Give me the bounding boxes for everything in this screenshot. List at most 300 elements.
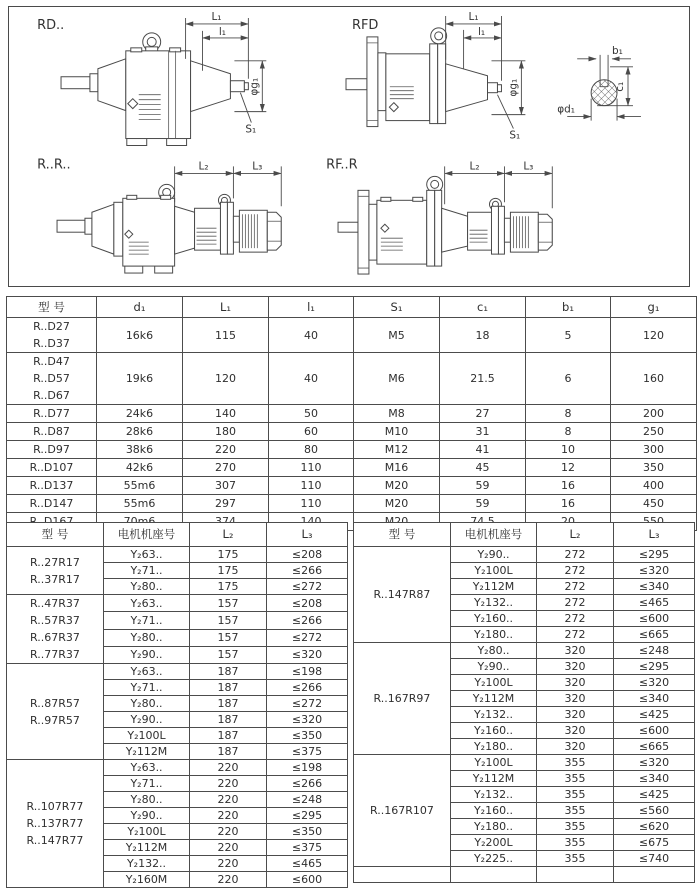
model-name: R..97R57 bbox=[30, 713, 80, 727]
column-header: g₁ bbox=[611, 297, 697, 318]
output-shaft bbox=[61, 77, 90, 89]
value-cell: Y₂180.. bbox=[451, 819, 537, 835]
body-tab bbox=[170, 48, 181, 52]
model-cell bbox=[354, 547, 451, 643]
body-tab bbox=[131, 48, 142, 52]
value-cell: 297 bbox=[183, 495, 269, 513]
value-cell: ≤208 bbox=[267, 547, 348, 563]
model-cell bbox=[7, 318, 97, 353]
value-cell: ≤425 bbox=[614, 707, 695, 723]
value-cell: 272 bbox=[537, 595, 614, 611]
value-cell: ≤350 bbox=[267, 824, 348, 840]
value-cell: M5 bbox=[354, 318, 440, 353]
t2l-body bbox=[7, 547, 348, 888]
value-cell: M20 bbox=[354, 477, 440, 495]
dim-label-d1: φd₁ bbox=[557, 103, 575, 116]
value-cell: ≤740 bbox=[614, 851, 695, 867]
value-cell: ≤465 bbox=[267, 856, 348, 872]
dim-label-L1: L₁ bbox=[468, 10, 479, 23]
column-header: b₁ bbox=[526, 297, 611, 318]
value-cell: M20 bbox=[354, 495, 440, 513]
value-cell: 220 bbox=[190, 792, 267, 808]
value-cell: ≤320 bbox=[267, 646, 348, 663]
model-name: R..147R77 bbox=[26, 834, 84, 847]
value-cell: 272 bbox=[537, 563, 614, 579]
value-cell: Y₂100L bbox=[451, 675, 537, 691]
value-cell: ≤665 bbox=[614, 739, 695, 755]
value-cell: 220 bbox=[190, 872, 267, 888]
joint-ring bbox=[435, 190, 442, 266]
model-cell bbox=[354, 867, 451, 883]
value-cell: Y₂100L bbox=[451, 563, 537, 579]
value-cell: 157 bbox=[190, 595, 267, 612]
model-name: R..137R77 bbox=[26, 817, 84, 830]
shaft-step bbox=[90, 74, 98, 92]
model-name: R..167R97 bbox=[373, 692, 431, 705]
model-name: R..57R37 bbox=[30, 614, 80, 627]
value-cell: 41 bbox=[440, 441, 526, 459]
model-cell bbox=[7, 405, 97, 423]
motor-end-cap bbox=[267, 212, 281, 250]
table-header-row bbox=[7, 523, 348, 547]
value-cell: 272 bbox=[537, 627, 614, 643]
value-cell: ≤272 bbox=[267, 696, 348, 712]
table-row bbox=[7, 353, 697, 405]
dim-label-L1: L₁ bbox=[211, 10, 222, 23]
model-cell bbox=[7, 441, 97, 459]
value-cell: 220 bbox=[190, 856, 267, 872]
value-cell: Y₂71.. bbox=[104, 612, 190, 629]
joint-ring bbox=[438, 44, 446, 124]
mounting-flange bbox=[358, 190, 369, 274]
motor-body bbox=[239, 210, 267, 252]
value-cell: M8 bbox=[354, 405, 440, 423]
adapter-bell bbox=[442, 208, 468, 252]
table-row bbox=[7, 495, 697, 513]
model-name: R..47R37 bbox=[30, 597, 80, 610]
value-cell: Y₂160M bbox=[104, 872, 190, 888]
value-cell: ≤465 bbox=[614, 595, 695, 611]
value-cell: ≤375 bbox=[267, 744, 348, 760]
value-cell: ≤248 bbox=[614, 643, 695, 659]
shaft-section-drawing bbox=[557, 45, 641, 121]
flange-hub bbox=[378, 53, 386, 111]
value-cell: 175 bbox=[190, 563, 267, 579]
value-cell: ≤208 bbox=[267, 595, 348, 612]
table-row bbox=[7, 405, 697, 423]
dim-label-g1: φg₁ bbox=[248, 77, 261, 96]
value-cell: Y₂63.. bbox=[104, 760, 190, 776]
value-cell: ≤295 bbox=[614, 547, 695, 563]
value-cell: Y₂160.. bbox=[451, 611, 537, 627]
dimension-drawings-panel bbox=[8, 6, 690, 287]
value-cell: Y₂90.. bbox=[104, 646, 190, 663]
value-cell: 355 bbox=[537, 787, 614, 803]
value-cell: ≤295 bbox=[267, 808, 348, 824]
value-cell: 187 bbox=[190, 744, 267, 760]
rfd-label: RFD bbox=[351, 17, 379, 33]
model-name: R..D97 bbox=[33, 443, 70, 456]
motor-adapter bbox=[233, 216, 239, 242]
value-cell: ≤320 bbox=[267, 712, 348, 728]
input-stub-shaft bbox=[230, 81, 244, 92]
rr-drawing bbox=[37, 157, 281, 273]
value-cell: Y₂80.. bbox=[104, 792, 190, 808]
t2r-body bbox=[354, 547, 695, 883]
value-cell: ≤295 bbox=[614, 659, 695, 675]
rd-label: RD.. bbox=[37, 17, 65, 33]
value-cell: Y₂71.. bbox=[104, 776, 190, 792]
rfr-label: RF..R bbox=[326, 157, 358, 173]
value-cell: ≤675 bbox=[614, 835, 695, 851]
dim-label-l1: l₁ bbox=[477, 25, 486, 38]
dim-label-L2: L₂ bbox=[469, 160, 480, 173]
value-cell: 220 bbox=[190, 824, 267, 840]
table-row bbox=[354, 643, 695, 659]
model-name: R..D27 bbox=[33, 320, 70, 333]
value-cell: Y₂90.. bbox=[104, 808, 190, 824]
rd-drawing bbox=[37, 11, 266, 146]
value-cell: ≤266 bbox=[267, 680, 348, 696]
value-cell: 157 bbox=[190, 612, 267, 629]
value-cell: Y₂90.. bbox=[451, 547, 537, 563]
model-cell bbox=[7, 547, 104, 595]
output-shaft bbox=[346, 79, 367, 90]
output-shaft bbox=[338, 222, 358, 232]
value-cell bbox=[451, 867, 537, 883]
value-cell: 80 bbox=[269, 441, 354, 459]
model-name: R..27R17 bbox=[30, 555, 80, 569]
value-cell: 187 bbox=[190, 712, 267, 728]
value-cell: Y₂225.. bbox=[451, 851, 537, 867]
column-header: 电机机座号 bbox=[451, 523, 537, 547]
value-cell: 59 bbox=[440, 477, 526, 495]
table-row bbox=[7, 441, 697, 459]
body-tab bbox=[413, 197, 423, 201]
t1-body bbox=[7, 318, 697, 531]
value-cell: 220 bbox=[190, 808, 267, 824]
drawings-svg bbox=[9, 7, 689, 286]
value-cell: 320 bbox=[537, 691, 614, 707]
value-cell: M12 bbox=[354, 441, 440, 459]
value-cell: 355 bbox=[537, 803, 614, 819]
value-cell: Y₂132.. bbox=[451, 595, 537, 611]
value-cell: 6 bbox=[526, 353, 611, 405]
value-cell: 8 bbox=[526, 405, 611, 423]
value-cell: ≤266 bbox=[267, 776, 348, 792]
dim-label-g1: φg₁ bbox=[507, 78, 520, 97]
value-cell: 175 bbox=[190, 579, 267, 595]
value-cell: 115 bbox=[183, 318, 269, 353]
table-row bbox=[7, 477, 697, 495]
motor-adapter bbox=[504, 218, 510, 242]
table-row bbox=[354, 755, 695, 771]
motor-flange-disc bbox=[220, 202, 227, 254]
lifting-eye-hole bbox=[431, 180, 439, 188]
value-cell: 272 bbox=[537, 611, 614, 627]
value-cell: 16k6 bbox=[97, 318, 183, 353]
table-row bbox=[7, 547, 348, 563]
value-cell: 21.5 bbox=[440, 353, 526, 405]
table-header-row bbox=[7, 297, 697, 318]
model-cell bbox=[7, 353, 97, 405]
value-cell: 220 bbox=[190, 760, 267, 776]
motor-flange-disc bbox=[498, 206, 504, 254]
table-row bbox=[354, 867, 695, 883]
model-name: R..87R57 bbox=[30, 696, 80, 710]
value-cell: ≤248 bbox=[267, 792, 348, 808]
value-cell: 40 bbox=[269, 318, 354, 353]
value-cell: 175 bbox=[190, 547, 267, 563]
value-cell: 355 bbox=[537, 835, 614, 851]
value-cell: ≤560 bbox=[614, 803, 695, 819]
value-cell: 272 bbox=[537, 579, 614, 595]
value-cell: 120 bbox=[611, 318, 697, 353]
value-cell: 220 bbox=[190, 776, 267, 792]
value-cell: 55m6 bbox=[97, 477, 183, 495]
dim-label-l1: l₁ bbox=[218, 25, 227, 38]
second-stage-body bbox=[468, 212, 492, 250]
value-cell: ≤266 bbox=[267, 563, 348, 579]
model-name: R..D87 bbox=[33, 425, 70, 438]
value-cell: 250 bbox=[611, 423, 697, 441]
value-cell: Y₂63.. bbox=[104, 664, 190, 680]
stub-step bbox=[497, 85, 501, 92]
table-row bbox=[7, 760, 348, 776]
value-cell: M10 bbox=[354, 423, 440, 441]
value-cell: 59 bbox=[440, 495, 526, 513]
value-cell: 220 bbox=[183, 441, 269, 459]
lifting-eye-hole bbox=[147, 37, 156, 46]
model-name: R..D147 bbox=[29, 497, 74, 510]
value-cell: ≤340 bbox=[614, 579, 695, 595]
value-cell: 42k6 bbox=[97, 459, 183, 477]
value-cell: ≤600 bbox=[614, 611, 695, 627]
value-cell: 24k6 bbox=[97, 405, 183, 423]
table-row bbox=[7, 423, 697, 441]
model-cell bbox=[7, 760, 104, 888]
flange-hub bbox=[369, 204, 377, 260]
value-cell: 320 bbox=[537, 659, 614, 675]
hub-cone bbox=[92, 204, 114, 254]
value-cell: Y₂80.. bbox=[451, 643, 537, 659]
value-cell: 27 bbox=[440, 405, 526, 423]
body-tab bbox=[381, 197, 391, 201]
value-cell: Y₂132.. bbox=[104, 856, 190, 872]
value-cell: ≤198 bbox=[267, 664, 348, 680]
value-cell: 12 bbox=[526, 459, 611, 477]
dim-label-S1: S₁ bbox=[245, 123, 257, 136]
value-cell: M6 bbox=[354, 353, 440, 405]
value-cell: Y₂90.. bbox=[451, 659, 537, 675]
column-header: L₃ bbox=[614, 523, 695, 547]
value-cell: Y₂112M bbox=[104, 744, 190, 760]
model-cell bbox=[354, 643, 451, 755]
value-cell: M16 bbox=[354, 459, 440, 477]
value-cell: ≤340 bbox=[614, 691, 695, 707]
value-cell: 16 bbox=[526, 495, 611, 513]
value-cell: 19k6 bbox=[97, 353, 183, 405]
value-cell: 187 bbox=[190, 664, 267, 680]
value-cell: ≤350 bbox=[267, 728, 348, 744]
joint-ring bbox=[427, 190, 435, 266]
value-cell: ≤320 bbox=[614, 755, 695, 771]
value-cell: ≤600 bbox=[267, 872, 348, 888]
input-stub-shaft bbox=[488, 83, 498, 93]
value-cell: ≤425 bbox=[614, 787, 695, 803]
value-cell: 18 bbox=[440, 318, 526, 353]
shaft-step bbox=[85, 218, 92, 234]
motor-combination-table-right bbox=[353, 522, 695, 883]
value-cell: Y₂180.. bbox=[451, 627, 537, 643]
value-cell: ≤340 bbox=[614, 771, 695, 787]
value-cell: 187 bbox=[190, 696, 267, 712]
model-name: R..77R37 bbox=[30, 648, 80, 661]
column-header: L₂ bbox=[537, 523, 614, 547]
dim-label-L3: L₃ bbox=[523, 160, 534, 173]
value-cell bbox=[614, 867, 695, 883]
value-cell: Y₂112M bbox=[104, 840, 190, 856]
column-header: 电机机座号 bbox=[104, 523, 190, 547]
dim-label-c1: c₁ bbox=[614, 81, 627, 92]
foot bbox=[167, 139, 187, 146]
value-cell: ≤266 bbox=[267, 612, 348, 629]
value-cell: 307 bbox=[183, 477, 269, 495]
value-cell: Y₂112M bbox=[451, 771, 537, 787]
front-ring bbox=[114, 202, 123, 256]
s1-leader bbox=[497, 95, 513, 129]
value-cell: 40 bbox=[269, 353, 354, 405]
rr-label: R..R.. bbox=[37, 157, 71, 173]
value-cell: 400 bbox=[611, 477, 697, 495]
model-name: R..D37 bbox=[33, 337, 70, 350]
column-header: 型 号 bbox=[7, 297, 97, 318]
column-header: d₁ bbox=[97, 297, 183, 318]
value-cell: Y₂63.. bbox=[104, 547, 190, 563]
column-header: S₁ bbox=[354, 297, 440, 318]
value-cell: 120 bbox=[183, 353, 269, 405]
rfd-drawing bbox=[346, 11, 525, 142]
value-cell: Y₂180.. bbox=[451, 739, 537, 755]
value-cell: Y₂112M bbox=[451, 691, 537, 707]
table-row bbox=[7, 318, 697, 353]
rfr-drawing bbox=[326, 157, 552, 274]
value-cell: 140 bbox=[183, 405, 269, 423]
foot bbox=[125, 266, 143, 273]
motor-end-cap bbox=[538, 214, 552, 250]
value-cell: 320 bbox=[537, 675, 614, 691]
column-header: 型 号 bbox=[7, 523, 104, 547]
value-cell: 187 bbox=[190, 728, 267, 744]
model-cell bbox=[7, 459, 97, 477]
value-cell: 110 bbox=[269, 495, 354, 513]
value-cell: 60 bbox=[269, 423, 354, 441]
value-cell: ≤198 bbox=[267, 760, 348, 776]
output-shaft bbox=[57, 220, 85, 232]
model-cell bbox=[354, 755, 451, 867]
value-cell: Y₂90.. bbox=[104, 712, 190, 728]
value-cell: ≤320 bbox=[614, 675, 695, 691]
model-name: R..D67 bbox=[33, 389, 70, 402]
value-cell: ≤272 bbox=[267, 629, 348, 646]
value-cell: 157 bbox=[190, 646, 267, 663]
motor-body bbox=[510, 212, 538, 252]
column-header: l₁ bbox=[269, 297, 354, 318]
value-cell: 220 bbox=[190, 840, 267, 856]
value-cell: ≤375 bbox=[267, 840, 348, 856]
table-row bbox=[7, 664, 348, 680]
input-bell bbox=[191, 61, 231, 112]
motor-flange-disc bbox=[491, 206, 498, 254]
model-name: R..D47 bbox=[33, 355, 70, 368]
value-cell bbox=[537, 867, 614, 883]
dim-label-L2: L₂ bbox=[198, 160, 209, 173]
table-row bbox=[7, 595, 348, 612]
value-cell: Y₂132.. bbox=[451, 787, 537, 803]
value-cell: 320 bbox=[537, 723, 614, 739]
value-cell: ≤272 bbox=[267, 579, 348, 595]
value-cell: 5 bbox=[526, 318, 611, 353]
value-cell: 38k6 bbox=[97, 441, 183, 459]
value-cell: Y₂160.. bbox=[451, 803, 537, 819]
value-cell: 50 bbox=[269, 405, 354, 423]
model-cell bbox=[7, 495, 97, 513]
value-cell: 450 bbox=[611, 495, 697, 513]
value-cell: ≤320 bbox=[614, 563, 695, 579]
model-name: R..147R87 bbox=[373, 588, 431, 601]
value-cell: 160 bbox=[611, 353, 697, 405]
model-cell bbox=[7, 423, 97, 441]
dim-label-b1: b₁ bbox=[612, 44, 623, 57]
model-name: R..D137 bbox=[29, 479, 74, 492]
body-tab bbox=[127, 195, 137, 199]
value-cell: 157 bbox=[190, 629, 267, 646]
value-cell: Y₂100L bbox=[104, 824, 190, 840]
value-cell: 110 bbox=[269, 459, 354, 477]
value-cell: 180 bbox=[183, 423, 269, 441]
foot bbox=[155, 266, 173, 273]
table-header-row bbox=[354, 523, 695, 547]
value-cell: 187 bbox=[190, 680, 267, 696]
value-cell: Y₂132.. bbox=[451, 707, 537, 723]
value-cell: 10 bbox=[526, 441, 611, 459]
adapter-bell bbox=[175, 206, 195, 254]
value-cell: 355 bbox=[537, 819, 614, 835]
column-header: L₂ bbox=[190, 523, 267, 547]
value-cell: Y₂160.. bbox=[451, 723, 537, 739]
model-name: R..37R17 bbox=[30, 572, 80, 586]
value-cell: 320 bbox=[537, 707, 614, 723]
column-header: 型 号 bbox=[354, 523, 451, 547]
joint-ring bbox=[430, 44, 438, 124]
value-cell: Y₂71.. bbox=[104, 680, 190, 696]
value-cell: 45 bbox=[440, 459, 526, 477]
model-name: R..167R107 bbox=[370, 804, 434, 817]
value-cell: 200 bbox=[611, 405, 697, 423]
value-cell: Y₂63.. bbox=[104, 595, 190, 612]
value-cell: ≤620 bbox=[614, 819, 695, 835]
value-cell: 16 bbox=[526, 477, 611, 495]
value-cell: 320 bbox=[537, 643, 614, 659]
value-cell: 28k6 bbox=[97, 423, 183, 441]
value-cell: 55m6 bbox=[97, 495, 183, 513]
value-cell: 355 bbox=[537, 851, 614, 867]
motor-flange-disc bbox=[227, 202, 233, 254]
table-row bbox=[354, 547, 695, 563]
column-header: L₁ bbox=[183, 297, 269, 318]
table-row bbox=[7, 459, 697, 477]
value-cell: 8 bbox=[526, 423, 611, 441]
